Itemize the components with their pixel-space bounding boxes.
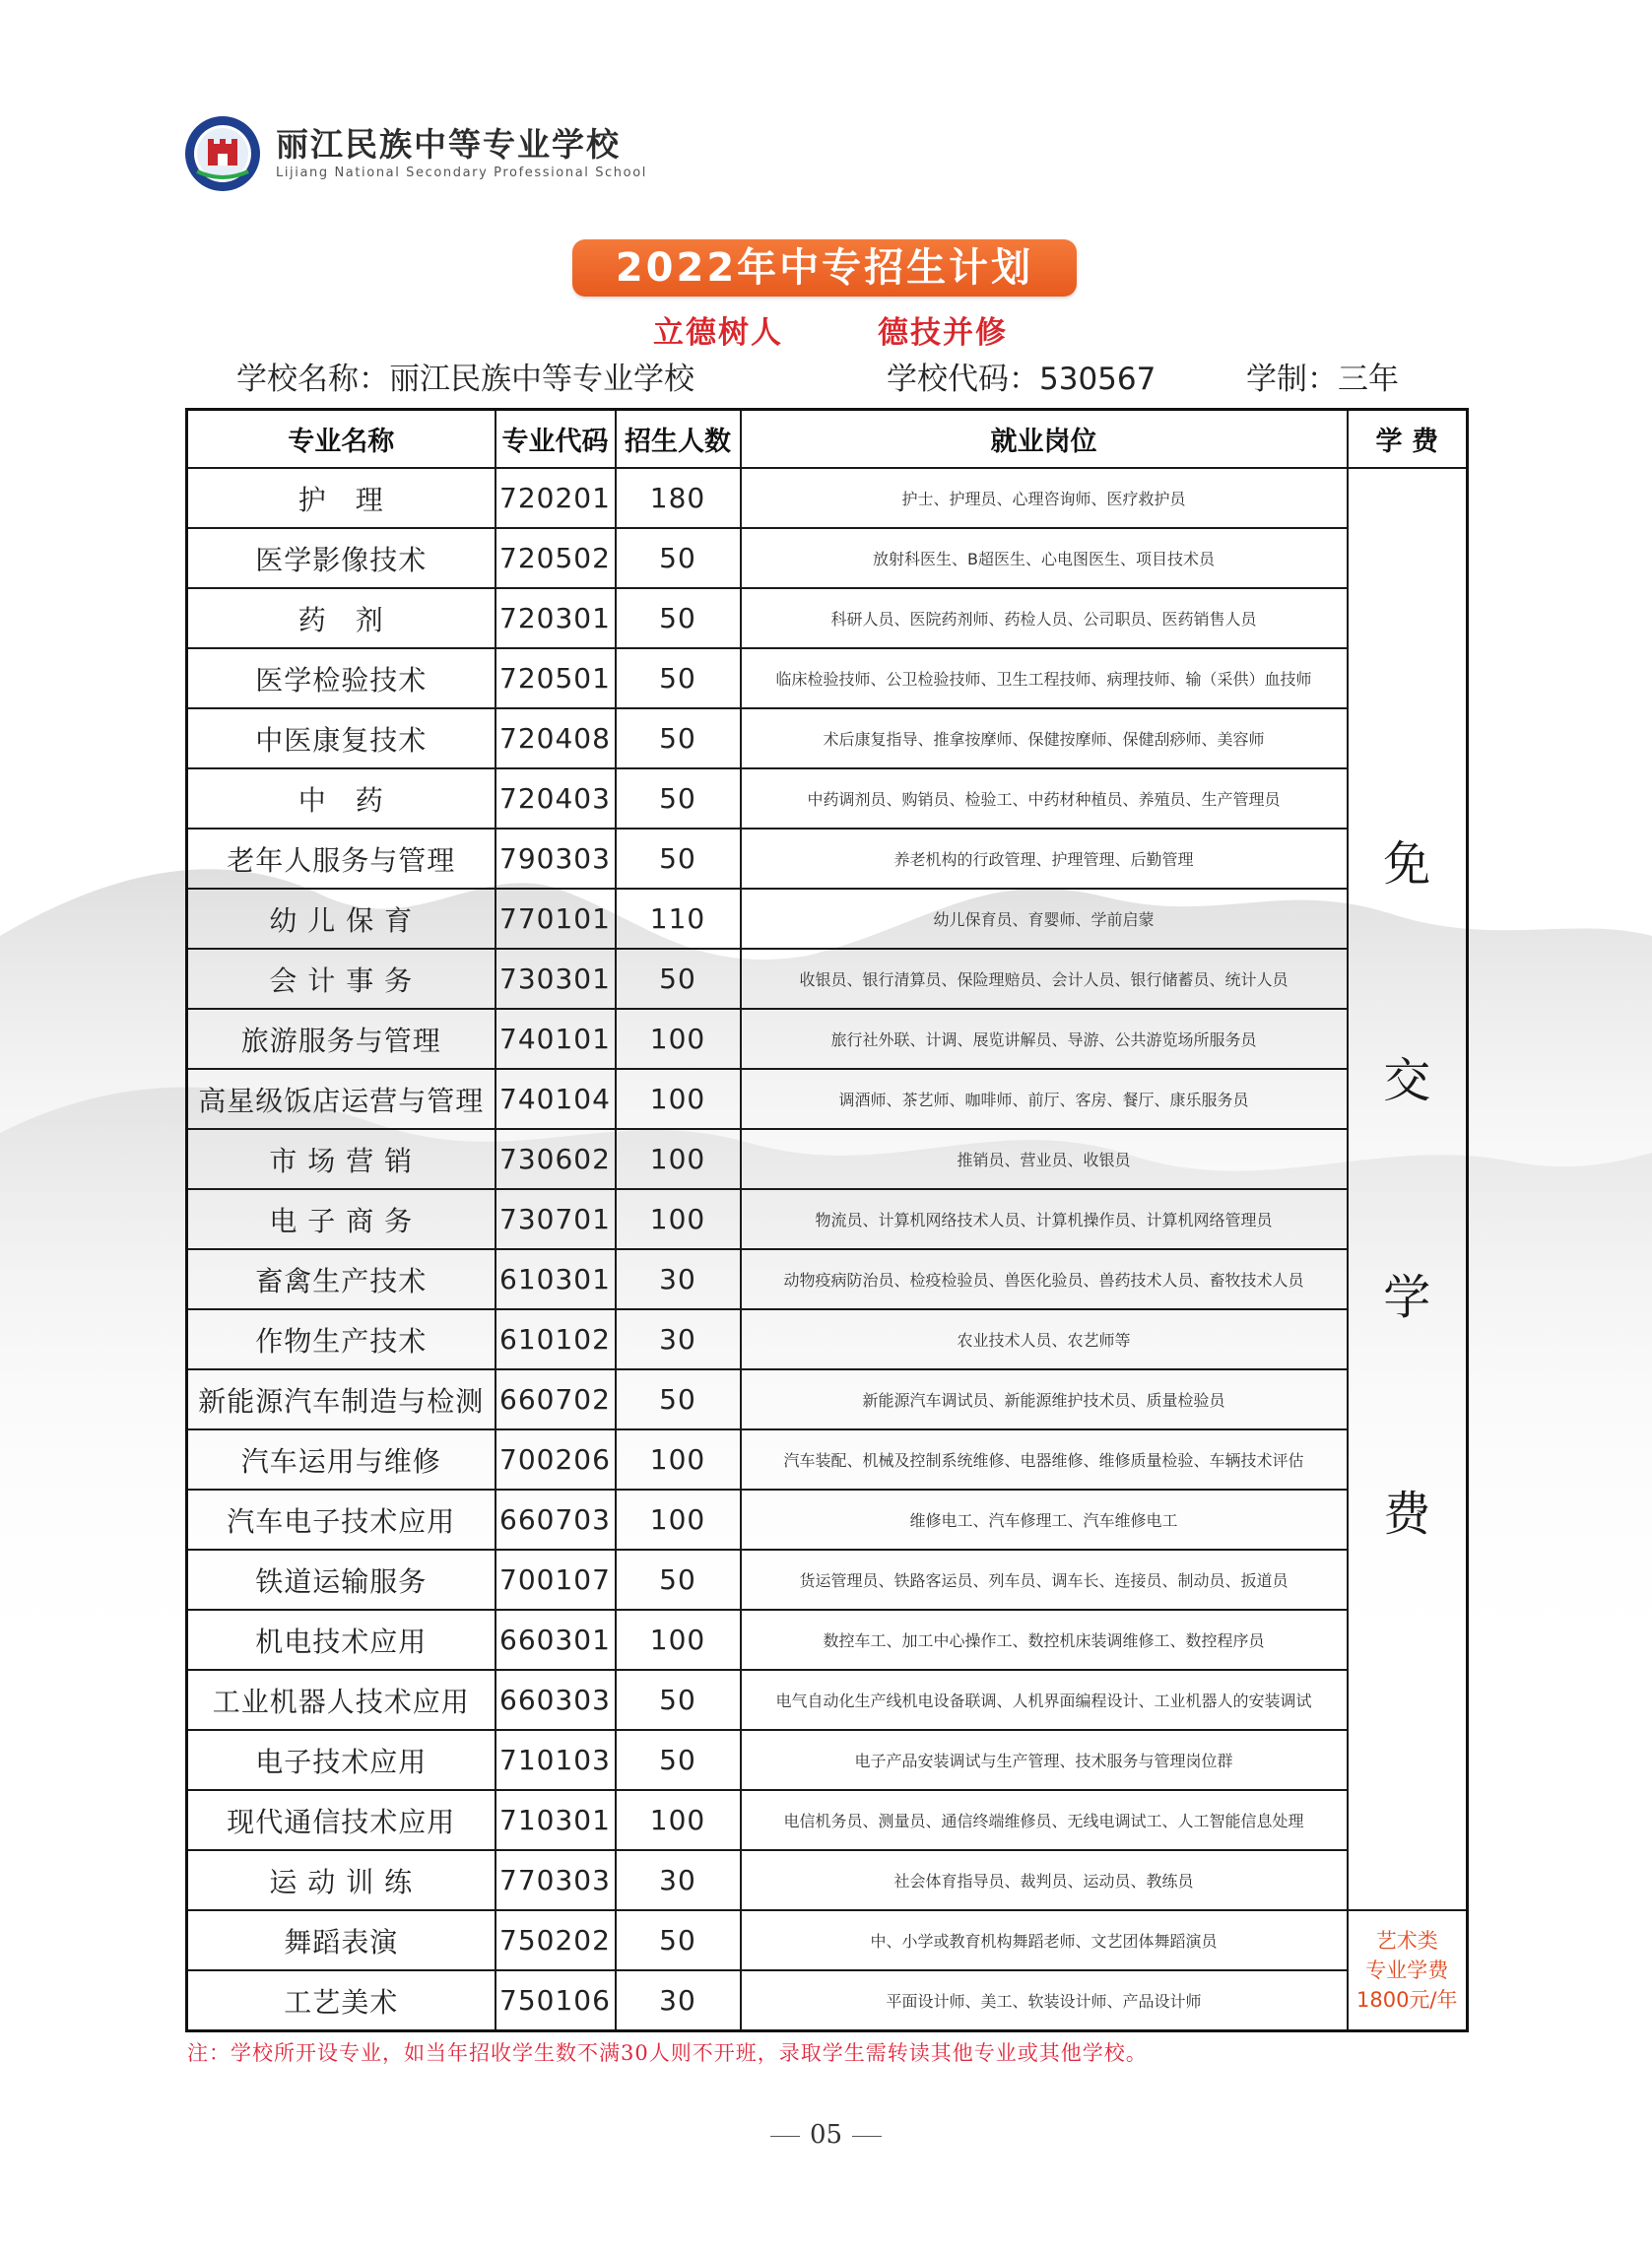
- major-code: 660703: [496, 1490, 616, 1550]
- header-jobs: 就业岗位: [741, 410, 1348, 469]
- job-positions: 物流员、计算机网络技术人员、计算机操作员、计算机网络管理员: [741, 1189, 1348, 1249]
- job-positions: 汽车装配、机械及控制系统维修、电器维修、维修质量检验、车辆技术评估: [741, 1429, 1348, 1490]
- major-code: 730602: [496, 1129, 616, 1189]
- enroll-count: 100: [616, 1189, 741, 1249]
- major-name: 中医康复技术: [187, 708, 496, 768]
- major-name: 幼 儿 保 育: [187, 889, 496, 949]
- table-row: [187, 1670, 1468, 1730]
- enroll-count: 30: [616, 1309, 741, 1369]
- school-code-value: 530567: [1039, 362, 1156, 397]
- job-positions: 维修电工、汽车修理工、汽车维修电工: [741, 1490, 1348, 1550]
- enroll-count: 50: [616, 1550, 741, 1610]
- table-row: [187, 1910, 1468, 1970]
- job-positions: 临床检验技师、公卫检验技师、卫生工程技师、病理技师、输（采供）血技师: [741, 648, 1348, 708]
- major-name: 畜禽生产技术: [187, 1249, 496, 1309]
- major-name: 舞蹈表演: [187, 1910, 496, 1970]
- school-name-label: 学校名称：: [236, 362, 389, 397]
- enroll-count: 30: [616, 1850, 741, 1910]
- major-code: 710301: [496, 1790, 616, 1850]
- major-name: 市 场 营 销: [187, 1129, 496, 1189]
- footnote: 注：学校所开设专业，如当年招收学生数不满30人则不开班，录取学生需转读其他专业或其他学校。: [187, 2041, 1148, 2065]
- major-code: 720403: [496, 768, 616, 829]
- major-name: 机电技术应用: [187, 1610, 496, 1670]
- job-positions: 术后康复指导、推拿按摩师、保健按摩师、保健刮痧师、美容师: [741, 708, 1348, 768]
- major-code: 700107: [496, 1550, 616, 1610]
- job-positions: 中、小学或教育机构舞蹈老师、文艺团体舞蹈演员: [741, 1910, 1348, 1970]
- duration-label: 学制：: [1246, 362, 1338, 397]
- duration-info: [1246, 358, 1399, 401]
- enroll-count: 50: [616, 949, 741, 1009]
- major-code: 720408: [496, 708, 616, 768]
- job-positions: 新能源汽车调试员、新能源维护技术员、质量检验员: [741, 1369, 1348, 1429]
- major-name: 工艺美术: [187, 1970, 496, 2031]
- major-name: 工业机器人技术应用: [187, 1670, 496, 1730]
- major-name: 汽车运用与维修: [187, 1429, 496, 1490]
- job-positions: 农业技术人员、农艺师等: [741, 1309, 1348, 1369]
- enroll-count: 100: [616, 1610, 741, 1670]
- tuition-free-char: 费: [1383, 1487, 1431, 1542]
- major-name: 老年人服务与管理: [187, 829, 496, 889]
- job-positions: 平面设计师、美工、软装设计师、产品设计师: [741, 1970, 1348, 2031]
- table-row: [187, 588, 1468, 648]
- major-code: 720201: [496, 468, 616, 528]
- enroll-count: 100: [616, 1790, 741, 1850]
- major-name: 旅游服务与管理: [187, 1009, 496, 1069]
- enrollment-table: [185, 408, 1469, 2032]
- enroll-count: 30: [616, 1970, 741, 2031]
- major-name: 作物生产技术: [187, 1309, 496, 1369]
- enroll-count: 100: [616, 1490, 741, 1550]
- major-name: 医学检验技术: [187, 648, 496, 708]
- enroll-count: 50: [616, 708, 741, 768]
- table-row: [187, 648, 1468, 708]
- job-positions: 收银员、银行清算员、保险理赔员、会计人员、银行储蓄员、统计人员: [741, 949, 1348, 1009]
- tuition-free-cell: [1348, 468, 1468, 1910]
- page-number-block: [0, 2120, 1652, 2150]
- art-tuition-line: 专业学费: [1365, 1958, 1449, 1982]
- school-name-en: Lijiang National Secondary Professional School: [276, 166, 647, 180]
- table-row: [187, 708, 1468, 768]
- table-row: [187, 889, 1468, 949]
- major-code: 730701: [496, 1189, 616, 1249]
- enroll-count: 30: [616, 1249, 741, 1309]
- school-code-label: 学校代码：: [887, 362, 1039, 397]
- major-code: 770101: [496, 889, 616, 949]
- enroll-count: 50: [616, 648, 741, 708]
- job-positions: 动物疫病防治员、检疫检验员、兽医化验员、兽药技术人员、畜牧技术人员: [741, 1249, 1348, 1309]
- enroll-count: 50: [616, 768, 741, 829]
- enroll-count: 100: [616, 1069, 741, 1129]
- header-major-code: 专业代码: [496, 410, 616, 469]
- major-code: 660702: [496, 1369, 616, 1429]
- major-code: 660301: [496, 1610, 616, 1670]
- major-code: 720301: [496, 588, 616, 648]
- enroll-count: 50: [616, 1670, 741, 1730]
- school-name-cn: 丽江民族中等专业学校: [276, 125, 621, 164]
- page-dash-left: [770, 2136, 800, 2137]
- table-row: [187, 768, 1468, 829]
- school-logo: [183, 114, 647, 193]
- enroll-count: 180: [616, 468, 741, 528]
- major-code: 790303: [496, 829, 616, 889]
- table-row: [187, 1790, 1468, 1850]
- table-row: [187, 829, 1468, 889]
- job-positions: 养老机构的行政管理、护理管理、后勤管理: [741, 829, 1348, 889]
- enroll-count: 50: [616, 1369, 741, 1429]
- tuition-free-char: 学: [1383, 1270, 1431, 1325]
- job-positions: 货运管理员、铁路客运员、列车员、调车长、连接员、制动员、扳道员: [741, 1550, 1348, 1610]
- major-name: 高星级饭店运营与管理: [187, 1069, 496, 1129]
- table-row: [187, 1490, 1468, 1550]
- page-title: 2022年中专招生计划: [572, 239, 1077, 297]
- art-tuition-cell: [1348, 1910, 1468, 2031]
- page-number: 05: [809, 2120, 843, 2150]
- table-row: [187, 1249, 1468, 1309]
- job-positions: 电子产品安装调试与生产管理、技术服务与管理岗位群: [741, 1730, 1348, 1790]
- major-code: 740104: [496, 1069, 616, 1129]
- major-code: 610102: [496, 1309, 616, 1369]
- enroll-count: 110: [616, 889, 741, 949]
- major-code: 750106: [496, 1970, 616, 2031]
- job-positions: 护士、护理员、心理咨询师、医疗救护员: [741, 468, 1348, 528]
- table-row: [187, 528, 1468, 588]
- slogan: [653, 307, 1008, 351]
- art-tuition-line: 1800元/年: [1355, 1988, 1458, 2012]
- table-row: [187, 1129, 1468, 1189]
- major-name: 会 计 事 务: [187, 949, 496, 1009]
- major-code: 610301: [496, 1249, 616, 1309]
- job-positions: 电气自动化生产线机电设备联调、人机界面编程设计、工业机器人的安装调试: [741, 1670, 1348, 1730]
- enroll-count: 50: [616, 829, 741, 889]
- enroll-count: 100: [616, 1129, 741, 1189]
- enroll-count: 50: [616, 1910, 741, 1970]
- header-tuition: 学 费: [1348, 410, 1468, 469]
- major-code: 700206: [496, 1429, 616, 1490]
- major-name: 现代通信技术应用: [187, 1790, 496, 1850]
- job-positions: 科研人员、医院药剂师、药检人员、公司职员、医药销售人员: [741, 588, 1348, 648]
- tuition-free-char: 交: [1383, 1053, 1431, 1108]
- major-code: 720502: [496, 528, 616, 588]
- job-positions: 电信机务员、测量员、通信终端维修员、无线电调试工、人工智能信息处理: [741, 1790, 1348, 1850]
- school-seal-icon: [183, 114, 262, 193]
- school-name-value: 丽江民族中等专业学校: [389, 362, 694, 397]
- major-name: 电 子 商 务: [187, 1189, 496, 1249]
- major-code: 770303: [496, 1850, 616, 1910]
- header-enroll-count: 招生人数: [616, 410, 741, 469]
- major-name: 运 动 训 练: [187, 1850, 496, 1910]
- enroll-count: 50: [616, 588, 741, 648]
- major-name: 电子技术应用: [187, 1730, 496, 1790]
- table-body: [187, 468, 1468, 2031]
- table-row: [187, 1970, 1468, 2031]
- major-code: 750202: [496, 1910, 616, 1970]
- major-name: 汽车电子技术应用: [187, 1490, 496, 1550]
- job-positions: 中药调剂员、购销员、检验工、中药材种植员、养殖员、生产管理员: [741, 768, 1348, 829]
- major-code: 730301: [496, 949, 616, 1009]
- major-name: 医学影像技术: [187, 528, 496, 588]
- table-row: [187, 468, 1468, 528]
- major-name: 药 剂: [187, 588, 496, 648]
- table-row: [187, 1309, 1468, 1369]
- job-positions: 社会体育指导员、裁判员、运动员、教练员: [741, 1850, 1348, 1910]
- table-row: [187, 1850, 1468, 1910]
- duration-value: 三年: [1338, 362, 1399, 397]
- major-name: 新能源汽车制造与检测: [187, 1369, 496, 1429]
- table-row: [187, 1009, 1468, 1069]
- job-positions: 幼儿保育员、育婴师、学前启蒙: [741, 889, 1348, 949]
- enroll-count: 50: [616, 528, 741, 588]
- tuition-free-char: 免: [1383, 836, 1431, 892]
- job-positions: 调酒师、茶艺师、咖啡师、前厅、客房、餐厅、康乐服务员: [741, 1069, 1348, 1129]
- major-name: 铁道运输服务: [187, 1550, 496, 1610]
- job-positions: 放射科医生、B超医生、心电图医生、项目技术员: [741, 528, 1348, 588]
- major-name: 护 理: [187, 468, 496, 528]
- slogan-left: 立德树人: [653, 315, 783, 351]
- table-row: [187, 1730, 1468, 1790]
- school-name-info: [236, 358, 694, 401]
- table-row: [187, 1429, 1468, 1490]
- slogan-right: 德技并修: [878, 315, 1008, 351]
- job-positions: 旅行社外联、计调、展览讲解员、导游、公共游览场所服务员: [741, 1009, 1348, 1069]
- school-code-info: [887, 358, 1156, 401]
- job-positions: 数控车工、加工中心操作工、数控机床装调维修工、数控程序员: [741, 1610, 1348, 1670]
- table-header-row: [187, 410, 1468, 469]
- enroll-count: 100: [616, 1009, 741, 1069]
- table-row: [187, 1610, 1468, 1670]
- header-major-name: 专业名称: [187, 410, 496, 469]
- major-code: 710103: [496, 1730, 616, 1790]
- major-code: 660303: [496, 1670, 616, 1730]
- table-row: [187, 1369, 1468, 1429]
- page-dash-right: [852, 2136, 882, 2137]
- table-row: [187, 1550, 1468, 1610]
- art-tuition-line: 艺术类: [1375, 1929, 1438, 1953]
- table-row: [187, 1069, 1468, 1129]
- enroll-count: 50: [616, 1730, 741, 1790]
- enroll-count: 100: [616, 1429, 741, 1490]
- major-code: 740101: [496, 1009, 616, 1069]
- job-positions: 推销员、营业员、收银员: [741, 1129, 1348, 1189]
- table-row: [187, 1189, 1468, 1249]
- table-row: [187, 949, 1468, 1009]
- major-code: 720501: [496, 648, 616, 708]
- major-name: 中 药: [187, 768, 496, 829]
